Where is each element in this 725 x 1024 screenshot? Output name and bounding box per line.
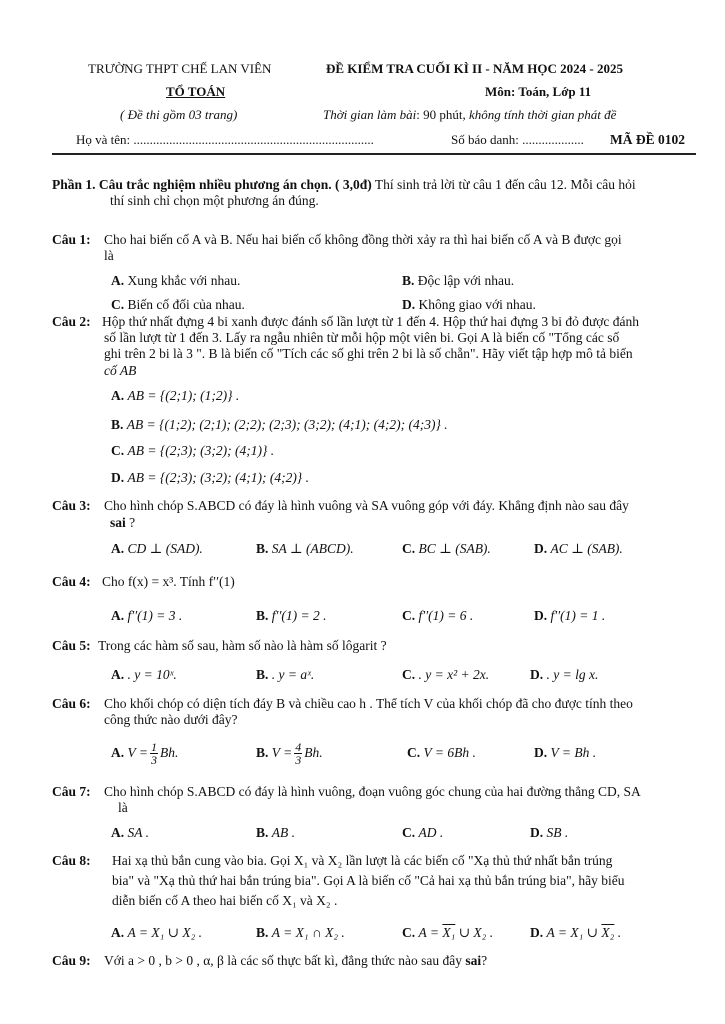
name-field: Họ và tên: .......................................................................... (76, 132, 374, 147)
q2-option-d: D. AB = {(2;3); (3;2); (4;1); (4;2)} . (111, 470, 309, 485)
q6-option-d: D. V = Bh . (534, 745, 597, 760)
q1-option-b: B. Độc lập với nhau. (402, 273, 515, 288)
part1-desc: Thí sinh trả lời từ câu 1 đến câu 12. Mỗi câu hỏi (371, 177, 636, 192)
q2-line-2: số lần lượt từ 1 đến 3. Lấy ra ngẫu nhiên từ mỗi hộp một viên bi. Gọi A là biến cố "Tổng các số (104, 330, 620, 345)
q4-option-a: A. f′′(1) = 3 . (111, 608, 183, 623)
q6-text-2: công thức nào dưới đây? (104, 712, 238, 727)
department: TỔ TOÁN (166, 84, 226, 99)
pages-note: ( Đề thi gồm 03 trang) (120, 107, 238, 122)
q3-option-c: C. BC ⊥ (SAB). (402, 541, 491, 556)
part1-heading (52, 177, 636, 193)
q5-option-d: D. . y = lg x. (530, 667, 599, 682)
q7-option-c: C. AD . (402, 825, 444, 840)
q6-b-fraction: $\frac{4}{3}$ (295, 740, 302, 768)
q1-option-c: C. Biến cố đối của nhau. (111, 297, 245, 312)
q5-option-c: C. . y = x² + 2x. (402, 667, 490, 682)
q9-label: Câu 9: (52, 953, 91, 968)
q2-option-b: B. AB = {(1;2); (2;1); (2;2); (2;3); (3;2); (4;1); (4;2); (4;3)} . (111, 417, 448, 432)
q7-label: Câu 7: (52, 784, 91, 799)
q7-text: Cho hình chóp S.ABCD có đáy là hình vuông, đoạn vuông góc chung của hai đường thẳng CD, SA (104, 784, 641, 799)
q6-a-fraction: $\frac{1}{3}$ (151, 740, 157, 768)
q3-option-d: D. AC ⊥ (SAB). (534, 541, 623, 556)
time-line (323, 107, 616, 123)
q3-label: Câu 3: (52, 498, 91, 513)
q5-label: Câu 5: (52, 638, 91, 653)
q1-label: Câu 1: (52, 232, 91, 247)
time-value: : 90 phút, (416, 107, 469, 122)
q8-label: Câu 8: (52, 853, 91, 868)
q8-line-3: diễn biến cố A theo hai biến cố X₁ và X₂ . (112, 893, 338, 908)
q4-option-c: C. f′′(1) = 6 . (402, 608, 474, 623)
school-name: TRƯỜNG THPT CHẾ LAN VIÊN (88, 61, 272, 76)
q7-text-2: là (118, 800, 128, 815)
q3-text-2: sai ? (110, 515, 136, 530)
q5-option-a: A. . y = 10ˣ. (111, 667, 177, 682)
q8-option-b: B. A = X₁ ∩ X₂ . (256, 925, 345, 940)
q8-line-1: Hai xạ thủ bắn cung vào bia. Gọi X₁ và X₂ lần lượt là các biến cố "Xạ thủ thứ nhất bắn trúng (112, 853, 613, 868)
header-divider (52, 153, 696, 155)
q6-label: Câu 6: (52, 696, 91, 711)
q6-option-c: C. V = 6Bh . (407, 745, 476, 760)
q6-text: Cho khối chóp có diện tích đáy B và chiều cao h . Thể tích V của khối chóp đã cho được tính theo (104, 696, 633, 711)
q7-option-a: A. SA . (111, 825, 150, 840)
q1-text-2: là (104, 248, 114, 263)
q8-option-c: C. A = X₁ ∪ X₂ . (402, 925, 494, 940)
q8-line-2: bia" và "Xạ thủ thứ hai bắn trúng bia". Gọi A là biến cố "Cả hai xạ thủ bắn trúng bia", hãy biểu (112, 873, 625, 888)
q2-line-3: ghi trên 2 bi là 3 ". B là biến cố "Tích các số ghi trên 2 bi là số chẵn". Hãy viết tập hợp mô tả biến (104, 346, 633, 361)
q7-option-d: D. SB . (530, 825, 569, 840)
subject: Môn: Toán, Lớp 11 (485, 84, 592, 99)
q5-text: Trong các hàm số sau, hàm số nào là hàm số lôgarit ? (98, 638, 387, 653)
q2-line-4: cố AB (104, 363, 137, 378)
q4-label: Câu 4: (52, 574, 91, 589)
q2-option-c: C. AB = {(2;3); (3;2); (4;1)} . (111, 443, 275, 458)
time-label: Thời gian làm bài (323, 107, 417, 122)
q7-option-b: B. AB . (256, 825, 296, 840)
exam-code: MÃ ĐỀ 0102 (610, 132, 685, 147)
q4-option-b: B. f′′(1) = 2 . (256, 608, 327, 623)
q2-option-a: A. AB = {(2;1); (1;2)} . (111, 388, 240, 403)
q2-line-1: Hộp thứ nhất đựng 4 bi xanh được đánh số lần lượt từ 1 đến 4. Hộp thứ hai đựng 3 bi đỏ được đánh (102, 314, 640, 329)
q1-text: Cho hai biến cố A và B. Nếu hai biến cố không đồng thời xảy ra thì hai biến cố A và B được gọi (104, 232, 622, 247)
time-note: không tính thời gian phát đề (469, 107, 617, 122)
q4-text: Cho f(x) = x³. Tính f′′(1) (102, 574, 235, 589)
q6-option-a: A. V = $\frac{1}{3}$ Bh. (111, 740, 179, 768)
q3-option-b: B. SA ⊥ (ABCD). (256, 541, 354, 556)
exam-title: ĐỀ KIỂM TRA CUỐI KÌ II - NĂM HỌC 2024 - 2025 (326, 61, 623, 76)
q1-option-a: A. Xung khắc với nhau. (111, 273, 241, 288)
q6-option-b: B. V = $\frac{4}{3}$ Bh. (256, 740, 323, 768)
part1-desc-2: thí sinh chỉ chọn một phương án đúng. (110, 193, 319, 208)
q3-text: Cho hình chóp S.ABCD có đáy là hình vuông và SA vuông góp với đáy. Khẳng định nào sau đây (104, 498, 629, 513)
q1-option-d: D. Không giao với nhau. (402, 297, 536, 312)
q4-option-d: D. f′′(1) = 1 . (534, 608, 606, 623)
q5-option-b: B. . y = aˣ. (256, 667, 315, 682)
q9-text: Với a > 0 , b > 0 , α, β là các số thực bất kì, đẳng thức nào sau đây sai? (104, 953, 488, 968)
student-id-field: Số báo danh: ................... (451, 132, 584, 147)
q8-option-a: A. A = X₁ ∪ X₂ . (111, 925, 203, 940)
q3-option-a: A. CD ⊥ (SAD). (111, 541, 203, 556)
part1-title: Phần 1. Câu trắc nghiệm nhiều phương án chọn. ( 3,0đ) (52, 177, 372, 192)
q2-label: Câu 2: (52, 314, 91, 329)
q8-option-d: D. A = X₁ ∪ X₂ . (530, 925, 622, 940)
